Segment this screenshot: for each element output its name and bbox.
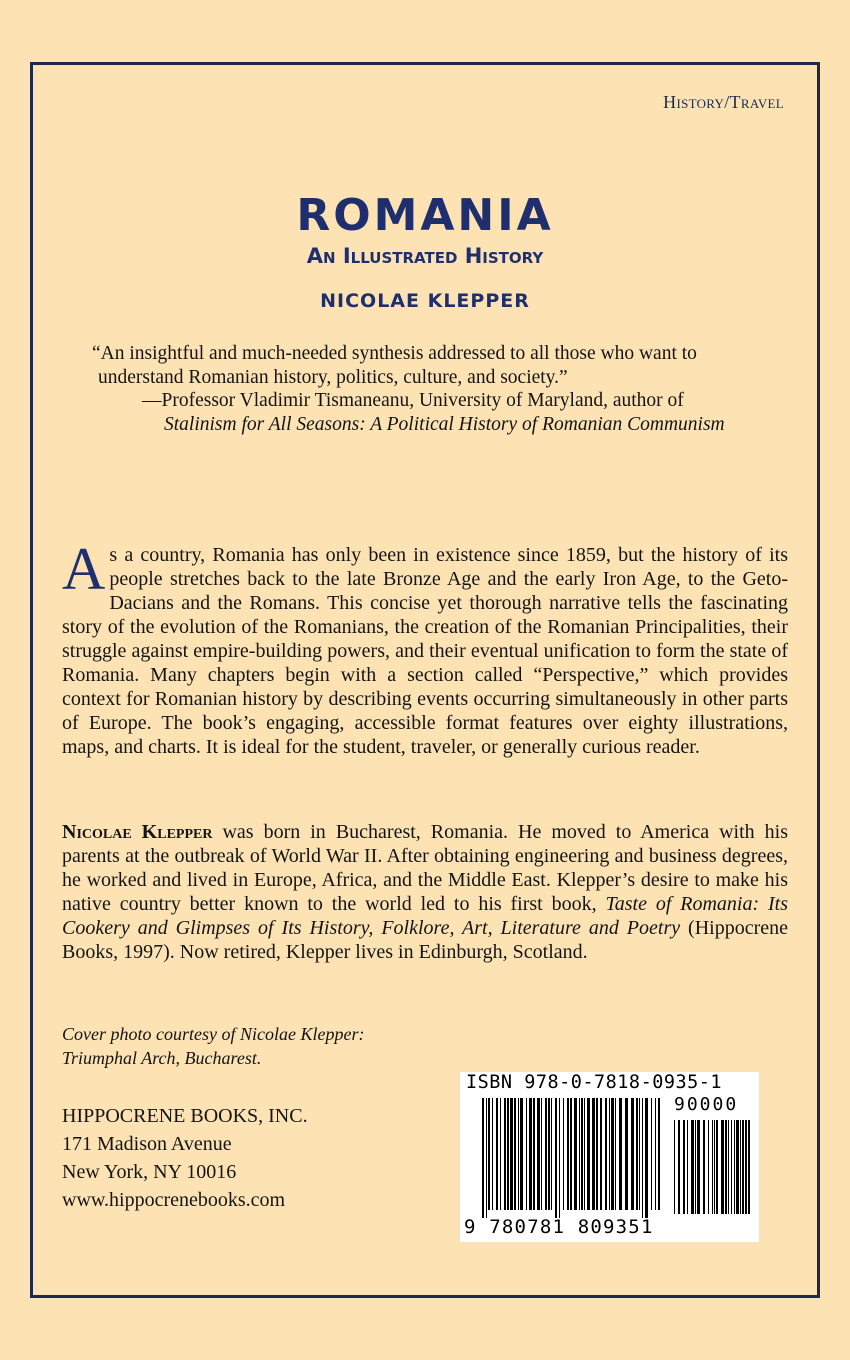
barcode-bar xyxy=(518,1098,519,1210)
isbn-number: ISBN 978-0-7818-0935-1 xyxy=(466,1072,723,1093)
barcode-bar xyxy=(492,1098,493,1210)
endorsement-line-2: understand Romanian history, politics, culture, and society.” xyxy=(98,366,568,388)
barcode-bar xyxy=(567,1098,569,1210)
barcode-bar xyxy=(609,1098,610,1210)
barcode-bar xyxy=(683,1120,685,1214)
barcode-bar xyxy=(658,1098,660,1210)
barcode-bar xyxy=(695,1120,696,1214)
barcode-bar xyxy=(697,1120,700,1214)
author-bio-text-1: was born in Bucharest, Romania. He moved to America with his parents at the outbreak of World War II. After obtaining engineering and business degrees, he worked and lived in Europe, Africa, and the Middle East. Klepper’s desire to make his native country better known to the world led to his first book, xyxy=(62,821,788,915)
ean-bars xyxy=(482,1098,660,1218)
barcode-bar xyxy=(482,1098,484,1218)
barcode-bar xyxy=(631,1098,634,1210)
barcode-bar xyxy=(748,1120,750,1214)
barcode-bar xyxy=(496,1098,498,1210)
barcode-bar xyxy=(500,1098,501,1210)
photo-credit-line-1: Cover photo courtesy of Nicolae Klepper: xyxy=(62,1024,365,1044)
barcode-bar xyxy=(691,1120,694,1214)
barcode-bar xyxy=(642,1098,643,1218)
barcode-bar xyxy=(731,1120,732,1214)
barcode-bar xyxy=(742,1120,744,1214)
barcode-bar xyxy=(537,1098,540,1210)
barcode-bar xyxy=(579,1098,580,1210)
publisher-website: www.hippocrenebooks.com xyxy=(62,1189,286,1211)
publisher-street: 171 Madison Avenue xyxy=(62,1133,232,1155)
barcode-bar xyxy=(507,1098,509,1210)
barcode-bar xyxy=(570,1098,572,1210)
barcode-bar xyxy=(725,1120,727,1214)
isbn-barcode xyxy=(460,1072,759,1242)
barcode-bar xyxy=(619,1098,622,1210)
author-bio-book-title: Taste of Romania: Its Cookery and Glimpses of Its History, Folklore, Art, Literature and Poetry xyxy=(62,893,788,939)
barcode-bar xyxy=(708,1120,709,1214)
ean-digits: 9 780781 809351 xyxy=(464,1216,654,1238)
publisher-info xyxy=(62,1102,308,1214)
drop-cap: A xyxy=(62,536,106,602)
barcode-bar xyxy=(687,1120,688,1214)
barcode-bar xyxy=(486,1098,487,1218)
barcode-bar xyxy=(728,1120,729,1214)
barcode-bar xyxy=(587,1098,590,1210)
book-subtitle: An Illustrated History xyxy=(306,244,544,268)
publisher-city: New York, NY 10016 xyxy=(62,1161,237,1183)
barcode-bar xyxy=(541,1098,542,1210)
barcode-bar xyxy=(615,1098,616,1210)
barcode-bar xyxy=(574,1098,577,1210)
author-bio xyxy=(62,820,788,964)
price-addon-bars xyxy=(674,1120,750,1214)
barcode-bar xyxy=(745,1120,747,1214)
barcode-bar xyxy=(488,1098,490,1210)
barcode-bar xyxy=(545,1098,547,1210)
barcode-bar xyxy=(526,1098,527,1210)
barcode-bar xyxy=(592,1098,595,1210)
barcode-bar xyxy=(655,1098,656,1210)
category-label: History/Travel xyxy=(663,92,784,112)
endorsement-quote xyxy=(92,342,772,436)
barcode-bar xyxy=(559,1098,560,1218)
barcode-bar xyxy=(529,1098,532,1210)
barcode-bar xyxy=(510,1098,513,1210)
barcode-bar xyxy=(551,1098,552,1210)
barcode-bar xyxy=(636,1098,638,1210)
barcode-bar xyxy=(600,1098,602,1210)
barcode-bar xyxy=(714,1120,715,1214)
barcode-bar xyxy=(740,1120,741,1214)
barcode-bar xyxy=(645,1098,648,1218)
barcode-bar xyxy=(596,1098,598,1210)
author-bio-text-2: (Hippocrene Books, 1997). Now retired, Klepper lives in Edinburgh, Scotland. xyxy=(62,917,789,963)
barcode-bar xyxy=(734,1120,735,1214)
barcode-bar xyxy=(721,1120,724,1214)
barcode-bar xyxy=(736,1120,739,1214)
endorsement-line-1: “An insightful and much-needed synthesis addressed to all those who want to xyxy=(92,343,697,364)
barcode-bar xyxy=(520,1098,523,1210)
endorsement-attribution: —Professor Vladimir Tismaneanu, University of Maryland, author of xyxy=(142,390,684,411)
barcode-bar xyxy=(674,1120,675,1214)
publisher-name: HIPPOCRENE BOOKS, INC. xyxy=(62,1105,308,1127)
barcode-bar xyxy=(514,1098,516,1210)
barcode-bar xyxy=(555,1098,557,1218)
barcode-bar xyxy=(563,1098,564,1210)
barcode-bar xyxy=(504,1098,506,1210)
book-author: NICOLAE KLEPPER xyxy=(320,290,530,312)
barcode-bar xyxy=(678,1120,680,1214)
barcode-bar xyxy=(584,1098,585,1210)
barcode-bar xyxy=(716,1120,718,1214)
barcode-bar xyxy=(703,1120,705,1214)
barcode-bar xyxy=(533,1098,535,1210)
barcode-bar xyxy=(581,1098,583,1210)
price-code: 90000 xyxy=(674,1094,739,1115)
barcode-bar xyxy=(712,1120,713,1214)
barcode-bar xyxy=(548,1098,550,1210)
photo-credit-line-2: Triumphal Arch, Bucharest. xyxy=(62,1048,262,1068)
book-description-text: s a country, Romania has only been in existence since 1859, but the history of its people stretches back to the late Bronze Age and the early Iron Age, to the Geto-Dacians and the Romans. This concise yet thorough narrative tells the fascinating story of the evolution of the Romanians, the creation of the Romanian Principalities, their struggle against empire-building powers, and their eventual unification to form the state of Romania. Many chapters begin with a section called “Perspective,” which provides context for Romanian history by describing events occurring simultaneously in other parts of Europe. The book’s engaging, accessible format features over eighty illustrations, maps, and charts. It is ideal for the student, traveler, or generally curious reader. xyxy=(62,544,788,758)
barcode-bar xyxy=(639,1098,640,1210)
barcode-bar xyxy=(625,1098,628,1210)
barcode-bar xyxy=(651,1098,652,1210)
barcode-bar xyxy=(605,1098,607,1210)
barcode-bar xyxy=(611,1098,614,1210)
author-bio-name: Nicolae Klepper xyxy=(62,821,213,843)
book-description xyxy=(62,536,788,759)
book-title: ROMANIA xyxy=(296,190,554,241)
endorsement-book-title: Stalinism for All Seasons: A Political History of Romanian Communism xyxy=(164,413,725,435)
photo-credit xyxy=(62,1022,364,1070)
